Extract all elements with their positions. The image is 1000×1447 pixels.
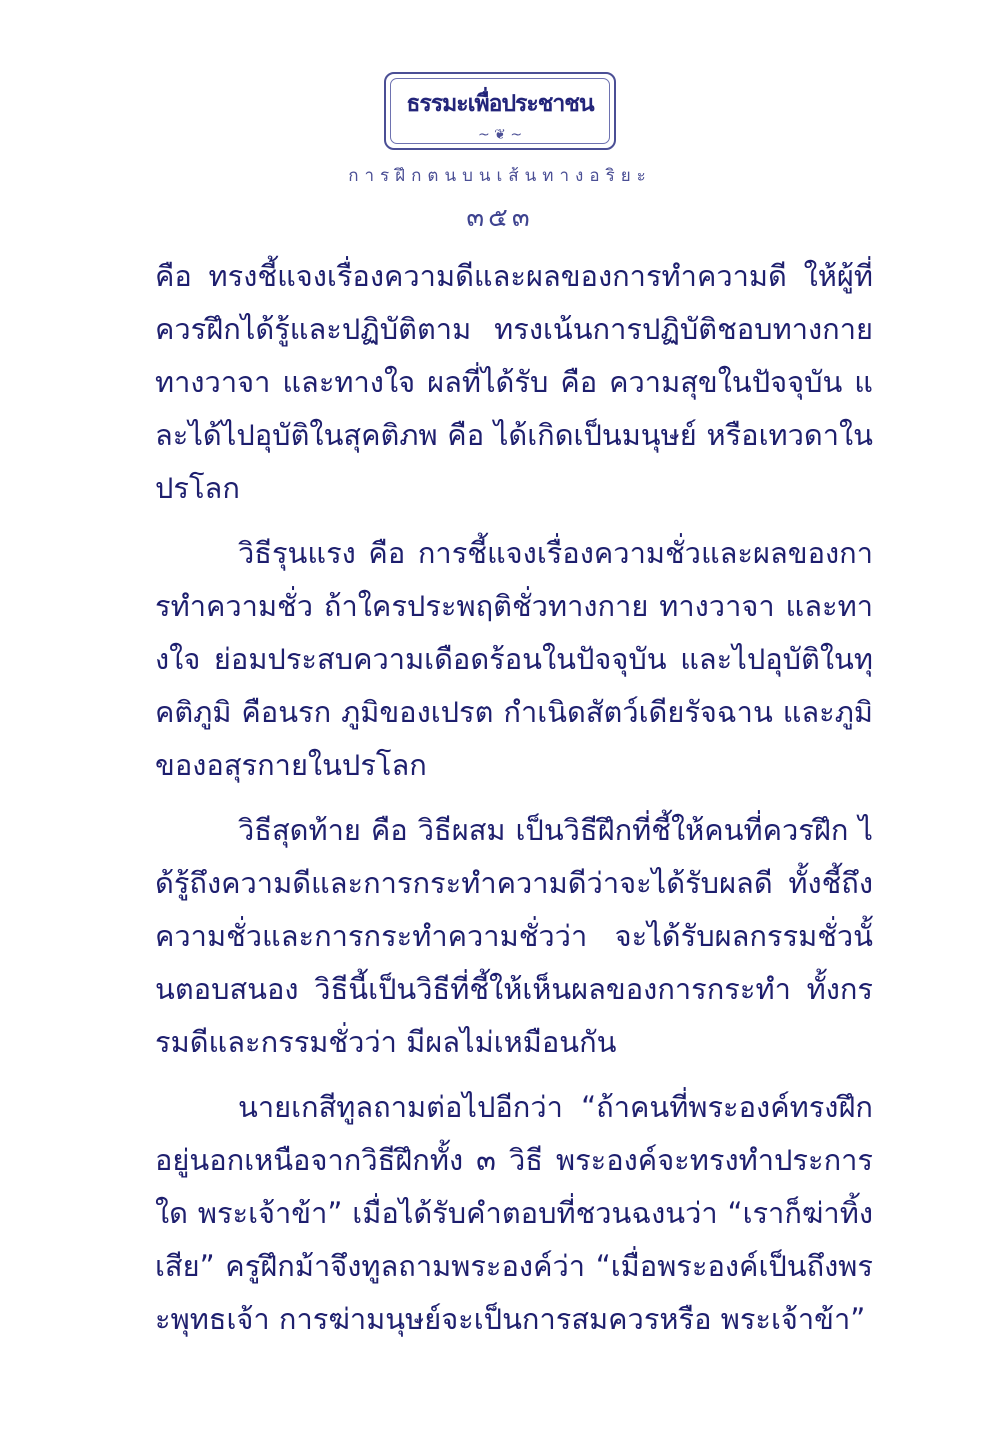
paragraph-3: วิธีสุดท้าย คือ วิธีผสม เป็นวิธีฝึกที่ชี้ให้คนที่ควรฝึก ได้รู้ถึงความดีและการกระทำความดีว่าจะได้รับผลดี ทั้งชี้ถึงความชั่วและการกระทำความชั่วว่า จะได้รับผลกรรมชั่วนั้นตอบสนอง วิธีนี้เป็นวิธีที่ชี้ให้เห็นผลของการกระทำ ทั้งกรรมดีและกรรมชั่วว่า มีผลไม่เหมือนกัน [155,813,873,1059]
logo-text: ธรรมะเพื่อประชาชน [406,91,594,117]
paragraph-2: วิธีรุนแรง คือ การชี้แจงเรื่องความชั่วและผลของการทำความชั่ว ถ้าใครประพฤติชั่วทางกาย ทางวาจา และทางใจ ย่อมประสบความเดือดร้อนในปัจจุบัน และไปอุบัติในทุคติภูมิ คือนรก ภูมิของเปรต กำเนิดสัตว์เดียรัจฉาน และภูมิของอสุรกายในปรโลก [155,536,873,782]
chapter-subtitle: การฝึกตนบนเส้นทางอริยะ [348,166,652,186]
paragraph-4: นายเกสีทูลถามต่อไปอีกว่า “ถ้าคนที่พระองค์ทรงฝึกอยู่นอกเหนือจากวิธีฝึกทั้ง ๓ วิธี พระองค์จะทรงทำประการใด พระเจ้าข้า” เมื่อได้รับคำตอบที่ชวนฉงนว่า “เราก็ฆ่าทิ้งเสีย” ครูฝึกม้าจึงทูลถามพระองค์ว่า “เมื่อพระองค์เป็นถึงพระพุทธเจ้า การฆ่ามนุษย์จะเป็นการสมควรหรือ พระเจ้าข้า” [155,1090,873,1336]
body-text [155,250,873,1358]
page-header [0,72,1000,238]
book-logo [384,72,616,150]
paragraph-1: คือ ทรงชี้แจงเรื่องความดีและผลของการทำความดี ให้ผู้ที่ควรฝึกได้รู้และปฏิบัติตาม ทรงเน้นการปฏิบัติชอบทางกาย ทางวาจา และทางใจ ผลที่ได้รับ คือ ความสุขในปัจจุบัน และได้ไปอุบัติในสุคติภพ คือ ได้เกิดเป็นมนุษย์ หรือเทวดาในปรโลก [155,259,873,505]
logo-ornament: ~ ❦ ~ [477,127,523,143]
page-number: ๓๕๓ [466,203,534,233]
